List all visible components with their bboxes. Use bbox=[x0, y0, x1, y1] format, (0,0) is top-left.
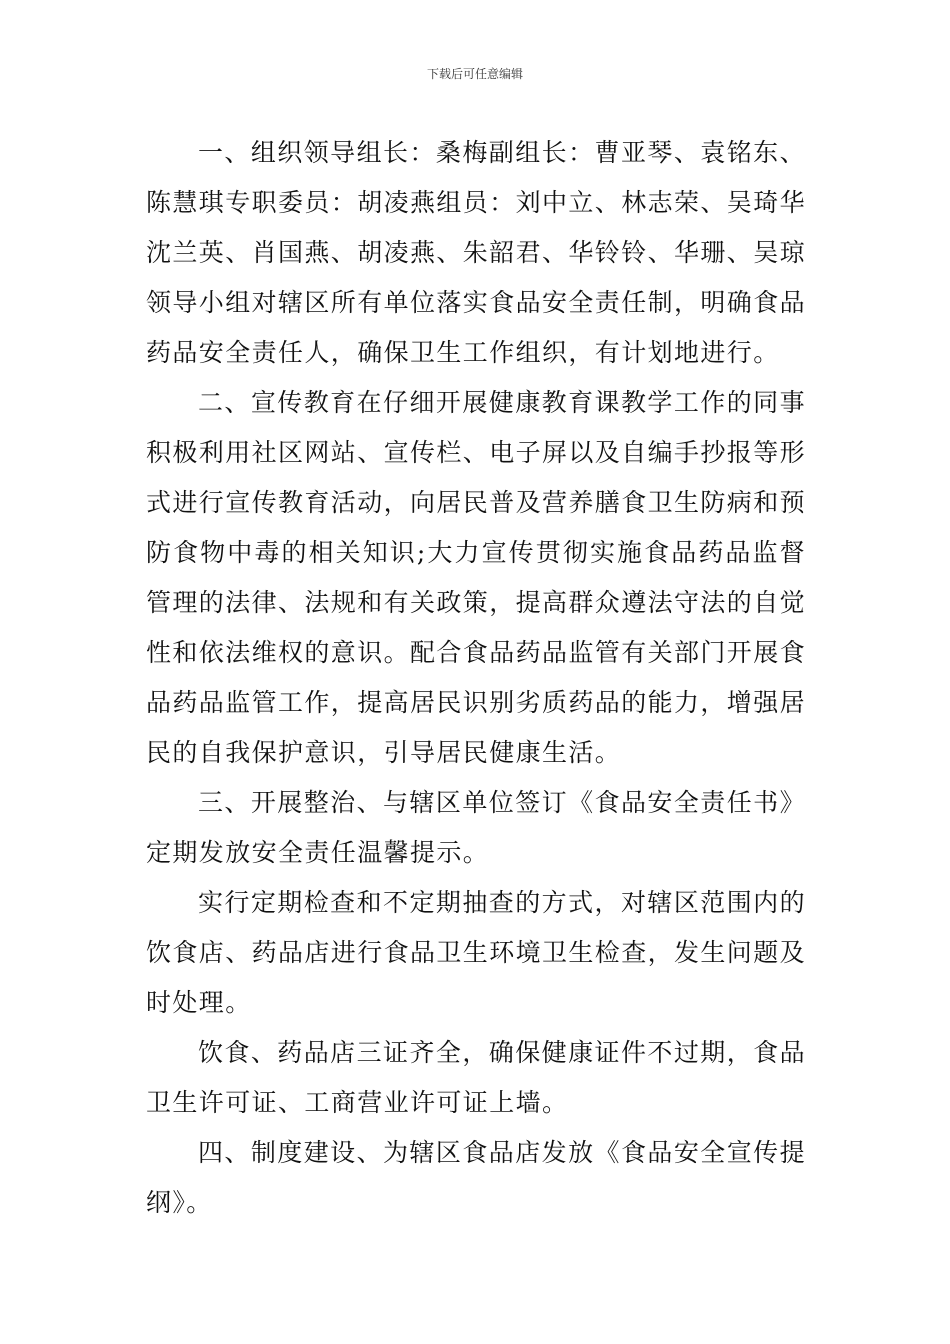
paragraph-publicity-education: 二、宣传教育在仔细开展健康教育课教学工作的同事积极利用社区网站、宣传栏、电子屏以及自编手抄报等形式进行宣传教育活动，向居民普及营养膳食卫生防病和预防食物中毒的相关知识;大力宣传贯彻实施食品药品监督管理的法律、法规和有关政策，提高群众遵法守法的自觉性和依法维权的意识。配合食品药品监管有关部门开展食品药品监管工作，提高居民识别劣质药品的能力，增强居民的自我保护意识，引导居民健康生活。 bbox=[146, 388, 807, 767]
paragraph-certificates: 饮食、药品店三证齐全，确保健康证件不过期，食品卫生许可证、工商营业许可证上墙。 bbox=[146, 1038, 806, 1117]
paragraph-organization: 一、组织领导组长：桑梅副组长：曹亚琴、袁铭东、陈慧琪专职委员：胡凌燕组员：刘中立、林志荣、吴琦华沈兰英、肖国燕、胡凌燕、朱韶君、华铃铃、华珊、吴琼领导小组对辖区所有单位落实食品安全责任制，明确食品药品安全责任人，确保卫生工作组织，有计划地进行。 bbox=[146, 138, 807, 367]
document-body bbox=[146, 128, 806, 1228]
paragraph-inspection: 实行定期检查和不定期抽查的方式，对辖区范围内的饮食店、药品店进行食品卫生环境卫生检查，发生问题及时处理。 bbox=[146, 888, 807, 1017]
paragraph-rectification: 三、开展整治、与辖区单位签订《食品安全责任书》定期发放安全责任温馨提示。 bbox=[146, 788, 806, 867]
paragraph-system-building: 四、制度建设、为辖区食品店发放《食品安全宣传提纲》。 bbox=[146, 1138, 806, 1217]
page-header: 下载后可任意编辑 bbox=[426, 67, 523, 81]
